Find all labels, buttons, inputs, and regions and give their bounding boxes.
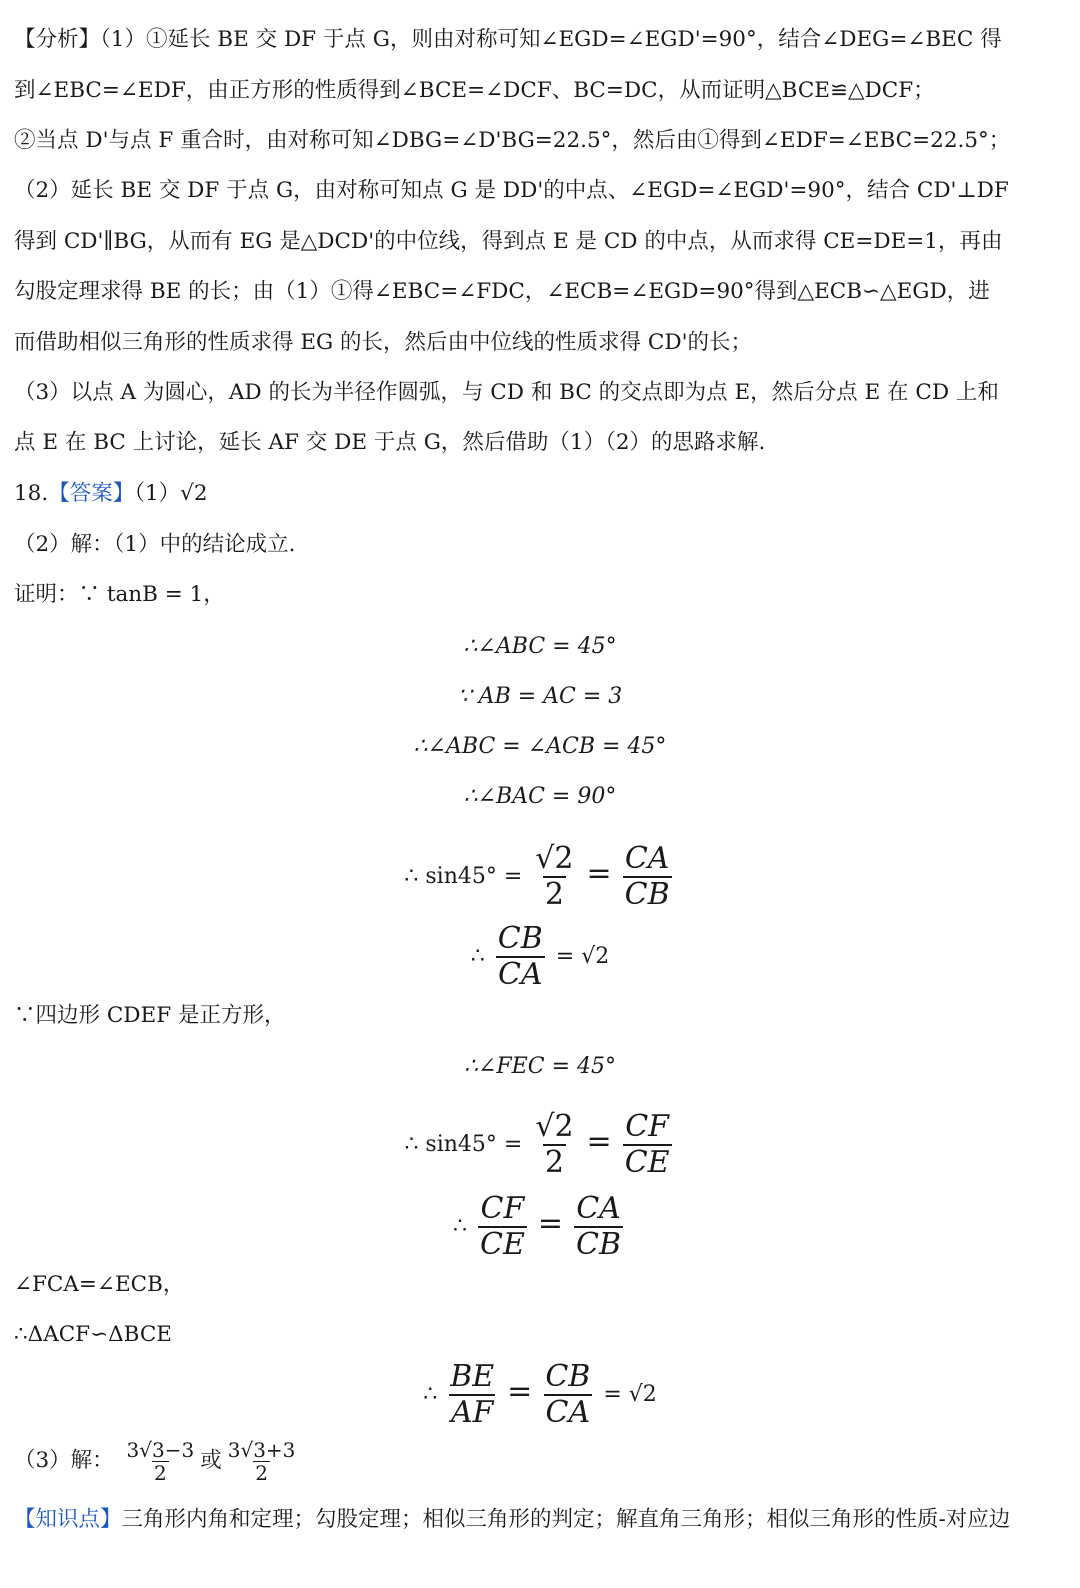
equation-3: ∴∠ABC = ∠ACB = 45° — [413, 734, 667, 759]
eq8-fraction-1 — [533, 1110, 575, 1180]
eq10-fraction-1 — [448, 1360, 496, 1430]
angle-statement: ∠FCA=∠ECB， — [14, 1272, 185, 1297]
eq9-equals: = — [537, 1206, 563, 1241]
eq10-den-1: AF — [450, 1395, 494, 1430]
equation-1: ∴∠ABC = 45° — [463, 634, 617, 659]
eq8-den-2: CE — [624, 1145, 670, 1180]
eq10-rhs: = √2 — [603, 1382, 657, 1407]
eq8-num-1: √2 — [535, 1109, 574, 1144]
eq6-rhs: = √2 — [555, 944, 610, 969]
eq6-num: CB — [497, 921, 543, 956]
eq8-fraction-2 — [623, 1110, 672, 1180]
eq8-lhs: ∴ sin45° = — [404, 1132, 523, 1157]
part3-fraction-2 — [226, 1439, 298, 1484]
equation-5 — [0, 842, 1080, 912]
part3-num-2: 3√3+3 — [227, 1437, 296, 1462]
analysis-line-1 — [14, 25, 1054, 55]
part3-num-1: 3√3−3 — [126, 1437, 195, 1462]
eq10-fraction-2 — [543, 1360, 592, 1430]
part3-lhs: （3）解： — [14, 1448, 114, 1473]
answer-tag: 【答案】 — [48, 481, 135, 506]
eq10-equals: = — [507, 1374, 533, 1409]
analysis-line-6: 勾股定理求得 BE 的长；由（1）①得∠EBC=∠FDC，∠ECB=∠EGD=90°得到△ECB∽△EGD，进 — [14, 279, 990, 304]
equation-10 — [0, 1360, 1080, 1430]
eq9-num-2: CA — [576, 1191, 621, 1226]
equation-2: ∵ AB = AC = 3 — [457, 684, 623, 709]
knowledge-text: 三角形内角和定理；勾股定理；相似三角形的判定；解直角三角形；相似三角形的性质-对应边 — [121, 1507, 1011, 1532]
equation-6 — [0, 922, 1080, 992]
knowledge-tag: 【知识点】 — [14, 1507, 122, 1532]
analysis-line-2: 到∠EBC=∠EDF，由正方形的性质得到∠BCE=∠DCF、BC=DC，从而证明△BCE≌△DCF； — [14, 78, 935, 103]
part3-fraction-1 — [125, 1439, 197, 1484]
eq8-equals: = — [586, 1124, 612, 1159]
eq5-den-2: CB — [624, 877, 670, 912]
eq8-num-2: CF — [625, 1109, 669, 1144]
eq9-num-1: CF — [480, 1191, 525, 1226]
analysis-line-4: （2）延长 BE 交 DF 于点 G，由对称可知点 G 是 DD'的中点、∠EGD=∠EGD'=90°，结合 CD'⊥DF — [14, 178, 1009, 203]
analysis-line-9: 点 E 在 BC 上讨论，延长 AF 交 DE 于点 G，然后借助（1）（2）的思路求解. — [14, 430, 766, 455]
eq5-den-1: 2 — [544, 877, 564, 912]
answer-part1: （1）√2 — [134, 481, 208, 506]
answer-line — [14, 479, 1054, 509]
eq6-fraction — [496, 922, 545, 992]
part3-den-2: 2 — [255, 1460, 268, 1485]
eq10-lhs: ∴ — [423, 1382, 438, 1407]
eq5-fraction-2 — [623, 842, 672, 912]
eq9-lhs: ∴ — [453, 1214, 467, 1239]
part3-den-1: 2 — [154, 1460, 167, 1485]
question-number: 18. — [14, 481, 49, 506]
eq5-equals: = — [586, 856, 612, 891]
part3-or: 或 — [200, 1448, 222, 1473]
eq9-den-2: CB — [576, 1227, 621, 1262]
eq8-den-1: 2 — [544, 1145, 564, 1180]
eq6-lhs: ∴ — [470, 944, 485, 969]
eq5-num-1: √2 — [535, 841, 574, 876]
analysis-line-8: （3）以点 A 为圆心，AD 的长为半径作圆弧，与 CD 和 BC 的交点即为点 E，然后分点 E 在 CD 上和 — [14, 380, 999, 405]
proof-intro: 证明：∵ tanB = 1， — [14, 582, 225, 607]
similar-statement: ∴ΔACF∽ΔBCE — [14, 1322, 172, 1347]
eq5-fraction-1 — [533, 842, 575, 912]
analysis-line-7: 而借助相似三角形的性质求得 EG 的长，然后由中位线的性质求得 CD'的长； — [14, 330, 752, 355]
equation-8 — [0, 1110, 1080, 1180]
analysis-tag: 【分析】 — [14, 27, 101, 52]
eq10-num-2: CB — [545, 1359, 591, 1394]
equation-4: ∴∠BAC = 90° — [463, 784, 617, 809]
eq9-fraction-1 — [478, 1192, 527, 1262]
equation-7: ∴∠FEC = 45° — [463, 1054, 616, 1079]
square-statement: ∵四边形 CDEF 是正方形， — [14, 1003, 286, 1028]
eq10-den-2: CA — [545, 1395, 591, 1430]
eq5-lhs: ∴ sin45° = — [404, 864, 523, 889]
answer-part3 — [14, 1438, 1054, 1484]
answer-part2: （2）解：（1）中的结论成立. — [14, 532, 296, 557]
equation-9 — [0, 1192, 1080, 1262]
eq6-den: CA — [497, 957, 543, 992]
analysis-line-3: ②当点 D'与点 F 重合时，由对称可知∠DBG=∠D'BG=22.5°，然后由①得到∠EDF=∠EBC=22.5°； — [14, 128, 1011, 153]
analysis-text-1: （1）①延长 BE 交 DF 于点 G，则由对称可知∠EGD=∠EGD'=90°，结合∠DEG=∠BEC 得 — [100, 27, 1002, 52]
knowledge-line — [14, 1505, 1054, 1535]
eq10-num-1: BE — [450, 1359, 495, 1394]
eq9-fraction-2 — [574, 1192, 623, 1262]
analysis-line-5: 得到 CD'∥BG，从而有 EG 是△DCD'的中位线，得到点 E 是 CD 的中点，从而求得 CE=DE=1，再由 — [14, 229, 1003, 254]
eq5-num-2: CA — [624, 841, 670, 876]
eq9-den-1: CE — [480, 1227, 525, 1262]
